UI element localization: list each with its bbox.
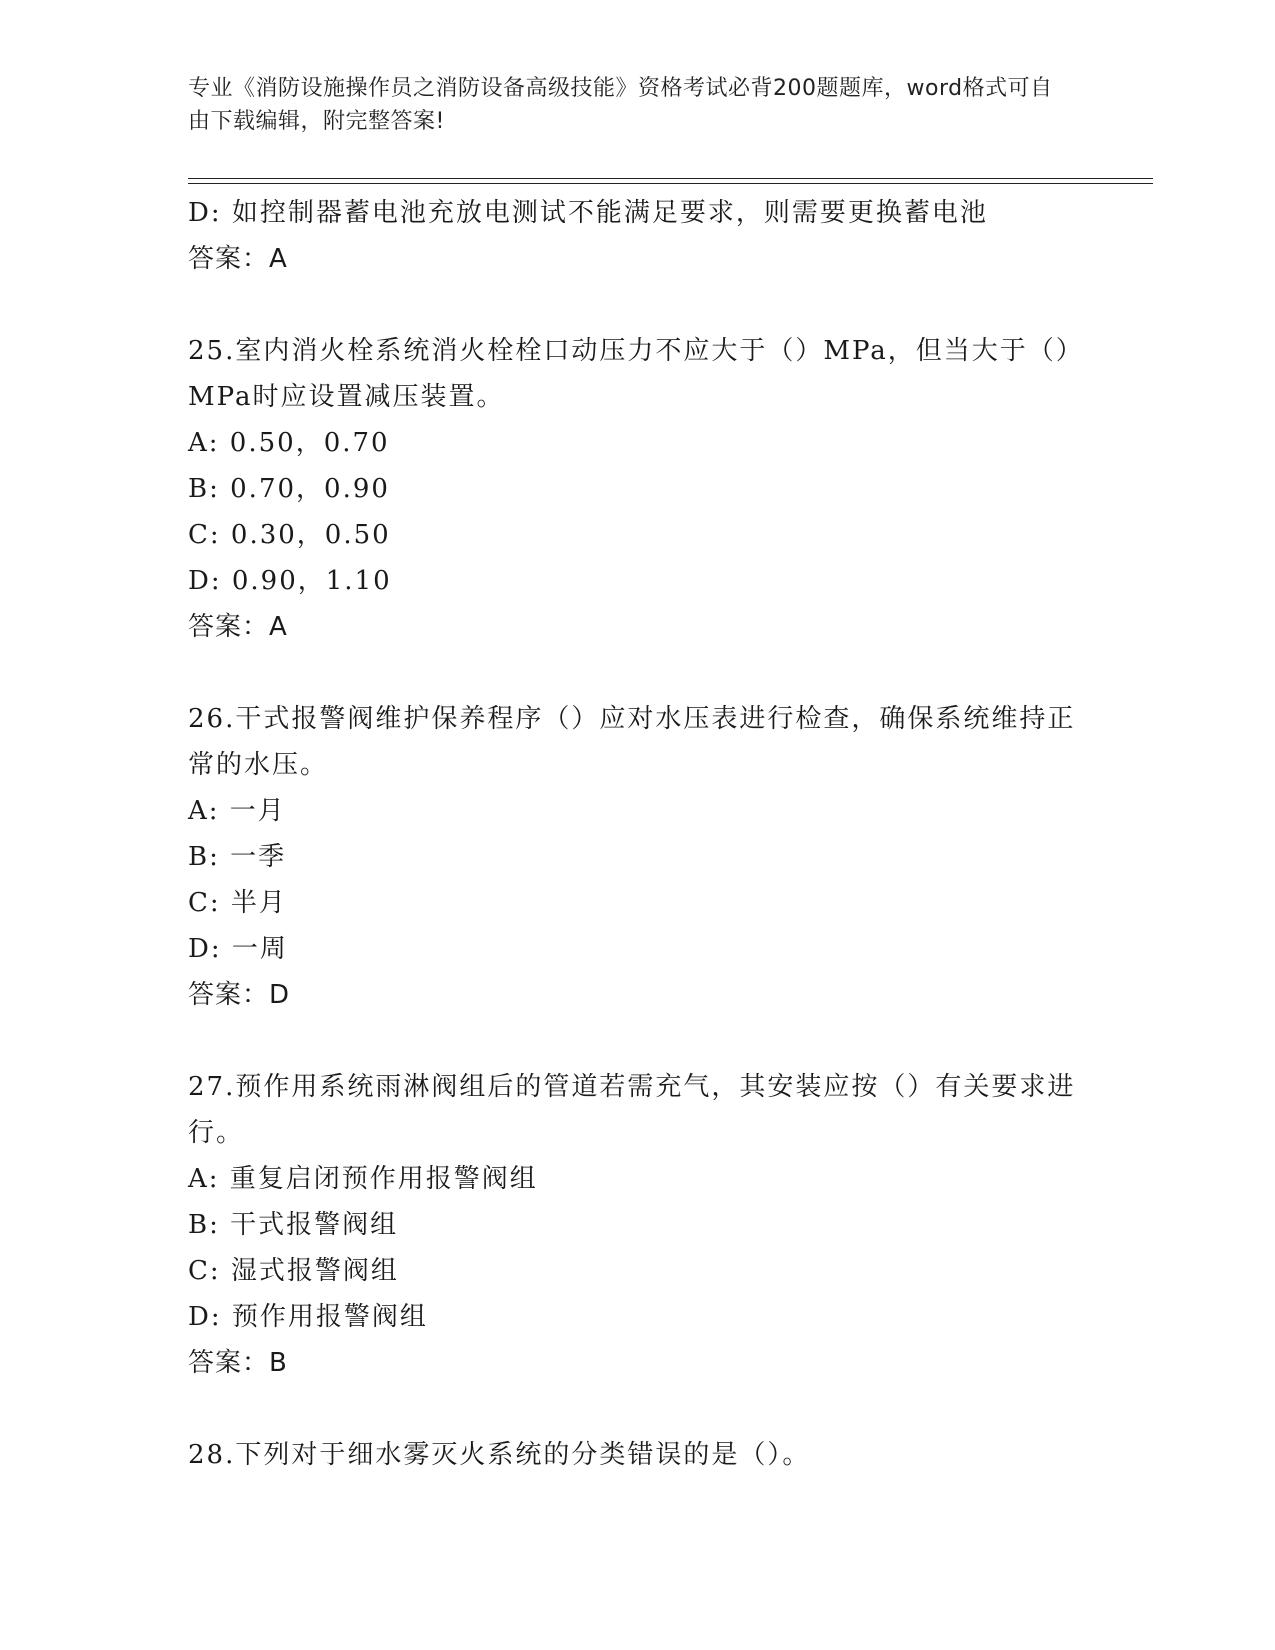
question-25-option-a: A: 0.50，0.70 bbox=[188, 428, 390, 458]
question-28-stem: 28.下列对于细水雾灭火系统的分类错误的是（）。 bbox=[188, 1440, 811, 1470]
question-25-option-d: D: 0.90，1.10 bbox=[188, 566, 392, 596]
question-26-option-d: D: 一周 bbox=[188, 934, 288, 964]
question-28 bbox=[188, 1432, 1088, 1478]
question-list bbox=[188, 190, 1088, 1478]
question-25-option-c: C: 0.30，0.50 bbox=[188, 520, 391, 550]
question-26-option-c: C: 半月 bbox=[188, 888, 287, 918]
question-25-option-b: B: 0.70，0.90 bbox=[188, 474, 390, 504]
question-27 bbox=[188, 1064, 1088, 1386]
prev-question-answer: 答案：A bbox=[188, 244, 288, 274]
question-25 bbox=[188, 328, 1088, 650]
header-divider-bottom bbox=[188, 183, 1153, 184]
question-26-answer: 答案：D bbox=[188, 980, 291, 1010]
question-27-option-d: D: 预作用报警阀组 bbox=[188, 1302, 428, 1332]
question-25-stem: 25.室内消火栓系统消火栓栓口动压力不应大于（）MPa，但当大于（）MPa时应设置减压装置。 bbox=[188, 336, 1071, 412]
question-27-option-b: B: 干式报警阀组 bbox=[188, 1210, 399, 1240]
question-26 bbox=[188, 696, 1088, 1018]
document-header: 专业《消防设施操作员之消防设备高级技能》资格考试必背200题题库，word格式可自由下载编辑，附完整答案! bbox=[188, 76, 1053, 134]
question-27-answer: 答案：B bbox=[188, 1348, 288, 1378]
question-25-answer: 答案：A bbox=[188, 612, 288, 642]
question-26-option-b: B: 一季 bbox=[188, 842, 287, 872]
question-26-option-a: A: 一月 bbox=[188, 796, 286, 826]
question-27-option-c: C: 湿式报警阀组 bbox=[188, 1256, 399, 1286]
question-27-option-a: A: 重复启闭预作用报警阀组 bbox=[188, 1164, 538, 1194]
header-divider-top bbox=[188, 178, 1153, 179]
question-26-stem: 26.干式报警阀维护保养程序（）应对水压表进行检查，确保系统维持正常的水压。 bbox=[188, 704, 1076, 780]
prev-question-option-d: D: 如控制器蓄电池充放电测试不能满足要求，则需要更换蓄电池 bbox=[188, 198, 988, 228]
question-27-stem: 27.预作用系统雨淋阀组后的管道若需充气，其安装应按（）有关要求进行。 bbox=[188, 1072, 1076, 1148]
